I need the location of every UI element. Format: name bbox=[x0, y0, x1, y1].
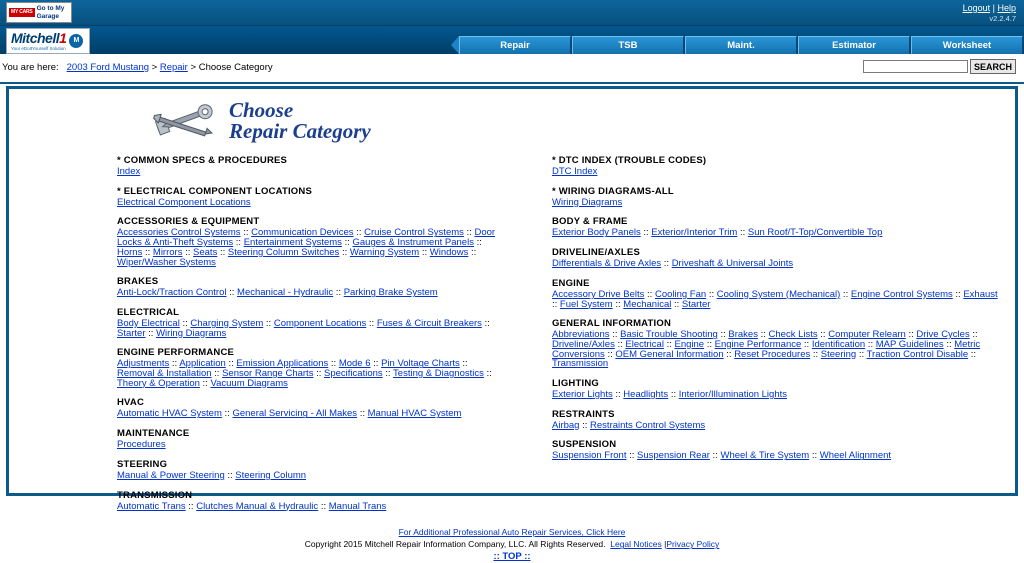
category-link[interactable]: Reset Procedures bbox=[734, 348, 811, 360]
category-link[interactable]: Manual Trans bbox=[328, 500, 387, 512]
brand-text-block bbox=[11, 30, 66, 51]
category-link[interactable]: Horns bbox=[117, 246, 143, 258]
logout-link[interactable]: Logout bbox=[962, 3, 991, 13]
link-separator: :: bbox=[640, 227, 652, 239]
link-separator: :: bbox=[313, 368, 325, 380]
category-link-list bbox=[552, 451, 1005, 461]
link-separator: :: bbox=[952, 288, 964, 300]
category-link[interactable]: DTC Index bbox=[552, 166, 598, 177]
link-separator: :: bbox=[644, 288, 655, 300]
link-separator: :: bbox=[217, 246, 228, 258]
category-group bbox=[552, 378, 1005, 400]
page-title bbox=[229, 100, 371, 142]
category-group bbox=[117, 155, 502, 177]
category-link[interactable]: Engine Performance bbox=[714, 338, 802, 350]
category-group-title: ENGINE PERFORMANCE bbox=[117, 347, 235, 359]
category-link[interactable]: Specifications bbox=[324, 368, 383, 380]
category-link[interactable]: Steering Column Switches bbox=[227, 246, 340, 258]
main-nav-tabs bbox=[451, 26, 1024, 54]
link-separator: :: bbox=[737, 227, 748, 239]
category-link[interactable]: Fuel System bbox=[559, 298, 613, 310]
category-link-list bbox=[117, 198, 502, 208]
link-divider: | bbox=[992, 3, 995, 13]
mitchell1-logo[interactable] bbox=[6, 28, 90, 54]
tab-tsb[interactable]: TSB bbox=[572, 36, 684, 54]
link-separator: :: bbox=[810, 348, 821, 360]
category-link[interactable]: Wheel Alignment bbox=[819, 450, 892, 462]
category-link-list bbox=[117, 359, 502, 388]
top-bar bbox=[0, 0, 1024, 26]
category-link[interactable]: Windows bbox=[429, 246, 469, 258]
category-link[interactable]: Cooling Fan bbox=[654, 288, 707, 300]
category-group bbox=[552, 155, 1005, 177]
category-link[interactable]: Entertainment Systems bbox=[243, 237, 342, 249]
category-group bbox=[552, 318, 1005, 369]
breadcrumb-sep-2: > bbox=[190, 62, 197, 73]
category-link[interactable]: Warning System bbox=[349, 246, 420, 258]
category-link[interactable]: Wiring Diagrams bbox=[156, 327, 227, 339]
category-group-title: * WIRING DIAGRAMS-ALL bbox=[552, 185, 674, 197]
link-separator: :: bbox=[463, 227, 475, 239]
link-separator: :: bbox=[706, 288, 717, 300]
category-link[interactable]: MAP Guidelines bbox=[875, 338, 944, 350]
link-separator: :: bbox=[142, 246, 153, 258]
category-group-title: GENERAL INFORMATION bbox=[552, 318, 672, 330]
category-link[interactable]: Cruise Control Systems bbox=[364, 227, 464, 239]
link-separator: :: bbox=[717, 329, 729, 341]
category-link[interactable]: Steering Column bbox=[235, 469, 307, 481]
link-separator: :: bbox=[225, 358, 237, 370]
copyright-text: Copyright 2015 Mitchell Repair Information Company, LLC. All Rights Reserved. bbox=[304, 539, 606, 550]
my-garage-button[interactable] bbox=[6, 2, 72, 23]
category-group bbox=[117, 347, 502, 388]
link-separator: :: bbox=[382, 368, 394, 380]
category-link[interactable]: Transmission bbox=[552, 358, 609, 370]
category-link[interactable]: Headlights bbox=[623, 389, 669, 401]
link-separator: :: bbox=[865, 338, 876, 350]
link-separator: :: bbox=[579, 419, 591, 431]
category-group-title: RESTRAINTS bbox=[552, 408, 615, 420]
link-separator: :: bbox=[459, 358, 468, 370]
link-separator: :: bbox=[211, 368, 223, 380]
link-separator: :: bbox=[856, 348, 867, 360]
link-separator: :: bbox=[905, 329, 917, 341]
link-separator: :: bbox=[723, 348, 735, 360]
my-garage-label bbox=[37, 5, 65, 21]
link-separator: :: bbox=[263, 317, 274, 329]
link-separator: :: bbox=[221, 408, 233, 420]
category-group-title: LIGHTING bbox=[552, 378, 599, 390]
category-group bbox=[117, 276, 502, 298]
category-link[interactable]: Mirrors bbox=[152, 246, 183, 258]
category-group-title: DRIVELINE/AXLES bbox=[552, 247, 640, 259]
link-separator: :: bbox=[840, 288, 851, 300]
category-link[interactable]: Suspension Front bbox=[552, 450, 627, 462]
category-link[interactable]: Manual HVAC System bbox=[367, 408, 462, 420]
left-column bbox=[9, 155, 512, 520]
category-link[interactable]: Cooling System (Mechanical) bbox=[716, 288, 841, 300]
privacy-policy-link[interactable]: Privacy Policy bbox=[666, 539, 720, 550]
category-link[interactable]: Seats bbox=[193, 246, 218, 258]
category-link-list bbox=[117, 502, 502, 512]
link-separator: :: bbox=[552, 298, 560, 310]
footer-sep: | bbox=[664, 539, 667, 550]
category-link[interactable]: Exterior Lights bbox=[552, 389, 613, 401]
category-group bbox=[117, 216, 502, 267]
category-link[interactable]: Communication Devices bbox=[251, 227, 354, 239]
tab-estimator[interactable]: Estimator bbox=[798, 36, 910, 54]
category-link[interactable]: Interior/Illumination Lights bbox=[678, 389, 787, 401]
link-separator: :: bbox=[817, 329, 829, 341]
link-separator: :: bbox=[612, 298, 624, 310]
category-group bbox=[552, 247, 1005, 269]
category-group-title: STEERING bbox=[117, 458, 168, 470]
link-separator: :: bbox=[757, 329, 769, 341]
category-link[interactable]: Application bbox=[179, 358, 226, 370]
category-link[interactable]: Check Lists bbox=[768, 329, 818, 341]
category-link[interactable]: Automatic HVAC System bbox=[117, 408, 222, 420]
link-separator: :: bbox=[145, 327, 157, 339]
link-separator: :: bbox=[668, 389, 679, 401]
link-separator: :: bbox=[968, 348, 977, 360]
link-separator: :: bbox=[182, 246, 194, 258]
category-group-title: BODY & FRAME bbox=[552, 216, 628, 228]
category-group bbox=[117, 186, 502, 208]
category-group-title: ENGINE bbox=[552, 277, 590, 289]
category-link[interactable]: Index bbox=[117, 166, 141, 177]
breadcrumb-repair-link[interactable]: Repair bbox=[159, 62, 188, 73]
category-group bbox=[117, 459, 502, 481]
link-separator: :: bbox=[419, 246, 430, 258]
category-link-list bbox=[117, 409, 502, 419]
category-link[interactable]: Testing & Diagnostics bbox=[393, 368, 484, 380]
category-group-title: BRAKES bbox=[117, 276, 159, 288]
panel-footer bbox=[9, 526, 1015, 563]
category-link[interactable]: Suspension Rear bbox=[637, 450, 710, 462]
category-group-title: * ELECTRICAL COMPONENT LOCATIONS bbox=[117, 185, 312, 197]
category-link[interactable]: Gauges & Instrument Panels bbox=[352, 237, 474, 249]
link-separator: :: bbox=[179, 317, 191, 329]
category-group bbox=[552, 278, 1005, 309]
category-link[interactable]: Mechanical - Hydraulic bbox=[237, 287, 334, 299]
page-title-line1: Choose bbox=[229, 98, 294, 122]
category-link-list bbox=[117, 319, 502, 338]
category-link[interactable]: OEM General Information bbox=[615, 348, 724, 360]
app-header bbox=[0, 26, 1024, 54]
category-link[interactable]: Procedures bbox=[117, 439, 166, 451]
category-group-title: * COMMON SPECS & PROCEDURES bbox=[117, 155, 288, 166]
category-link-list bbox=[117, 471, 502, 481]
link-separator: :: bbox=[357, 408, 368, 420]
link-separator: :: bbox=[341, 237, 353, 249]
category-link[interactable]: Clutches Manual & Hydraulic bbox=[196, 500, 319, 512]
brand-badge-icon: M bbox=[69, 34, 83, 48]
category-link[interactable]: Charging System bbox=[190, 317, 264, 329]
category-link[interactable]: Body Electrical bbox=[117, 317, 180, 329]
category-link[interactable]: Sensor Range Charts bbox=[222, 368, 314, 380]
link-separator: :: bbox=[353, 227, 365, 239]
category-link-list bbox=[552, 198, 1005, 208]
category-link-list bbox=[552, 290, 1005, 309]
link-separator: :: bbox=[370, 358, 382, 370]
category-link[interactable]: Accessories Control Systems bbox=[117, 227, 241, 239]
category-link[interactable]: Airbag bbox=[552, 419, 580, 431]
my-garage-line2: Garage bbox=[36, 12, 59, 20]
category-group bbox=[117, 397, 502, 419]
link-separator: :: bbox=[169, 358, 180, 370]
top-bar-links bbox=[963, 3, 1016, 23]
breadcrumb-vehicle-link[interactable]: 2003 Ford Mustang bbox=[66, 62, 150, 73]
link-separator: :: bbox=[318, 500, 329, 512]
category-link[interactable]: Metric Conversions bbox=[552, 338, 981, 360]
category-link[interactable]: Parking Brake System bbox=[343, 287, 438, 299]
category-group bbox=[552, 186, 1005, 208]
tab-repair[interactable]: Repair bbox=[459, 36, 571, 54]
link-separator: :: bbox=[943, 338, 955, 350]
category-group bbox=[117, 307, 502, 338]
category-link[interactable]: Electrical Component Locations bbox=[117, 196, 251, 208]
breadcrumb-prefix: You are here: bbox=[2, 62, 59, 73]
link-separator: :: bbox=[801, 338, 812, 350]
category-group bbox=[117, 428, 502, 450]
search-button[interactable]: SEARCH bbox=[970, 59, 1016, 74]
category-link[interactable]: Restraints Control Systems bbox=[590, 419, 706, 431]
brand-accent: 1 bbox=[59, 30, 67, 46]
category-link-list bbox=[552, 259, 1005, 269]
category-link[interactable]: Wheel & Tire System bbox=[720, 450, 810, 462]
link-separator: :: bbox=[226, 287, 238, 299]
my-cars-logo bbox=[9, 8, 35, 17]
category-link-list bbox=[552, 421, 1005, 431]
category-link[interactable]: Adjustments bbox=[117, 358, 170, 370]
category-group-title: ACCESSORIES & EQUIPMENT bbox=[117, 216, 260, 228]
link-separator: :: bbox=[704, 338, 715, 350]
category-link[interactable]: Starter bbox=[681, 298, 711, 310]
help-link[interactable]: Help bbox=[997, 3, 1016, 13]
category-link[interactable]: Traction Control Disable bbox=[866, 348, 969, 360]
category-group-title: * DTC INDEX (TROUBLE CODES) bbox=[552, 155, 707, 166]
link-separator: :: bbox=[626, 450, 638, 462]
link-separator: :: bbox=[663, 338, 675, 350]
category-link[interactable]: Door Locks & Anti-Theft Systems bbox=[117, 227, 496, 249]
brand-name: Mitchell bbox=[11, 30, 60, 46]
category-link[interactable]: Driveshaft & Universal Joints bbox=[671, 258, 794, 270]
link-separator: :: bbox=[339, 246, 350, 258]
link-separator: :: bbox=[328, 358, 339, 370]
category-link[interactable]: Identification bbox=[811, 338, 866, 350]
link-separator: :: bbox=[604, 348, 616, 360]
category-group bbox=[552, 439, 1005, 461]
category-link[interactable]: Anti-Lock/Traction Control bbox=[117, 287, 227, 299]
category-link[interactable]: General Servicing - All Makes bbox=[232, 408, 358, 420]
category-link-list bbox=[552, 167, 1005, 177]
category-link[interactable]: Automatic Trans bbox=[117, 500, 186, 512]
category-link-list bbox=[117, 228, 502, 267]
link-separator: :: bbox=[483, 368, 492, 380]
category-link[interactable]: Theory & Operation bbox=[117, 377, 200, 389]
page-title-line2: Repair Category bbox=[229, 119, 371, 143]
right-column bbox=[512, 155, 1015, 520]
category-group-title: SUSPENSION bbox=[552, 439, 617, 451]
category-link[interactable]: Mode 6 bbox=[338, 358, 371, 370]
category-link[interactable]: Brakes bbox=[728, 329, 758, 341]
category-link[interactable]: Sun Roof/T-Top/Convertible Top bbox=[747, 227, 883, 239]
category-link-list bbox=[552, 390, 1005, 400]
category-link[interactable]: Driveline/Axles bbox=[552, 338, 615, 350]
category-link[interactable]: Exhaust bbox=[963, 288, 998, 300]
category-link[interactable]: Component Locations bbox=[273, 317, 367, 329]
category-link[interactable]: Electrical bbox=[625, 338, 664, 350]
link-separator: :: bbox=[473, 237, 482, 249]
category-group bbox=[552, 409, 1005, 431]
category-link-list bbox=[117, 167, 502, 177]
brand-tagline: Your eDoItYourself Solution bbox=[11, 46, 66, 51]
my-garage-line1: Go to My bbox=[36, 4, 65, 12]
category-link[interactable]: Wiper/Washer Systems bbox=[117, 256, 216, 268]
tab-worksheet[interactable]: Worksheet bbox=[911, 36, 1023, 54]
search-area bbox=[863, 59, 1016, 74]
link-separator: :: bbox=[671, 298, 682, 310]
link-separator: :: bbox=[709, 450, 721, 462]
category-columns bbox=[9, 149, 1015, 520]
category-link[interactable]: Steering bbox=[820, 348, 857, 360]
link-separator: :: bbox=[233, 237, 244, 249]
category-link[interactable]: Pin Voltage Charts bbox=[381, 358, 460, 370]
back-to-top-link[interactable]: :: TOP :: bbox=[493, 551, 531, 563]
category-link[interactable]: Starter bbox=[117, 327, 146, 339]
link-separator: :: bbox=[609, 329, 621, 341]
category-link[interactable]: Vacuum Diagrams bbox=[210, 377, 288, 389]
category-link[interactable]: Manual & Power Steering bbox=[117, 469, 225, 481]
legal-notices-link[interactable]: Legal Notices bbox=[610, 539, 662, 550]
link-separator: :: bbox=[969, 329, 978, 341]
category-group-title: ELECTRICAL bbox=[117, 306, 180, 318]
category-link[interactable]: Computer Relearn bbox=[828, 329, 906, 341]
breadcrumb-current: Choose Category bbox=[198, 62, 273, 73]
category-link[interactable]: Wiring Diagrams bbox=[552, 196, 623, 208]
nav-arrow-icon bbox=[451, 36, 459, 54]
link-separator: :: bbox=[333, 287, 344, 299]
category-link[interactable]: Drive Cycles bbox=[916, 329, 970, 341]
link-separator: :: bbox=[661, 258, 672, 270]
link-separator: :: bbox=[185, 500, 197, 512]
repair-category-panel bbox=[6, 86, 1018, 563]
link-separator: :: bbox=[481, 317, 490, 329]
category-link[interactable]: Basic Trouble Shooting bbox=[620, 329, 718, 341]
link-separator: :: bbox=[199, 377, 211, 389]
link-separator: :: bbox=[614, 338, 626, 350]
page-title-area bbox=[9, 89, 1015, 149]
tab-maint[interactable]: Maint. bbox=[685, 36, 797, 54]
breadcrumb-bar bbox=[0, 54, 1024, 84]
category-group-title: TRANSMISSION bbox=[117, 489, 193, 501]
category-link[interactable]: Emission Applications bbox=[236, 358, 329, 370]
category-link[interactable]: Engine bbox=[674, 338, 705, 350]
category-group-title: HVAC bbox=[117, 397, 145, 409]
link-separator: :: bbox=[240, 227, 252, 239]
category-link[interactable]: Accessory Drive Belts bbox=[552, 288, 645, 300]
category-link-list bbox=[552, 330, 1005, 369]
category-link[interactable]: Differentials & Drive Axles bbox=[552, 258, 662, 270]
breadcrumb bbox=[2, 62, 273, 73]
search-input[interactable] bbox=[863, 60, 968, 73]
link-separator: :: bbox=[809, 450, 820, 462]
breadcrumb-sep-1: > bbox=[151, 62, 158, 73]
link-separator: :: bbox=[366, 317, 377, 329]
category-group bbox=[552, 216, 1005, 238]
category-link[interactable]: Exterior Body Panels bbox=[552, 227, 641, 239]
category-group bbox=[117, 490, 502, 512]
category-link-list bbox=[552, 228, 1005, 238]
wrench-icon bbox=[149, 99, 219, 143]
professional-services-link[interactable]: For Additional Professional Auto Repair Services, Click Here bbox=[398, 527, 626, 538]
link-separator: :: bbox=[224, 469, 236, 481]
link-separator: :: bbox=[612, 389, 624, 401]
category-link[interactable]: Exterior/Interior Trim bbox=[651, 227, 738, 239]
category-link[interactable]: Engine Control Systems bbox=[850, 288, 953, 300]
version-label: v2.2.4.7 bbox=[989, 14, 1016, 23]
category-group-title: MAINTENANCE bbox=[117, 428, 190, 440]
category-link[interactable]: Fuses & Circuit Breakers bbox=[376, 317, 482, 329]
category-link[interactable]: Abbreviations bbox=[552, 329, 610, 341]
my-cars-logo-label: MY CARS bbox=[11, 9, 33, 15]
category-link-list bbox=[117, 288, 502, 298]
category-link[interactable]: Removal & Installation bbox=[117, 368, 212, 380]
category-link[interactable]: Mechanical bbox=[623, 298, 672, 310]
category-link-list bbox=[117, 440, 502, 450]
link-separator: :: bbox=[468, 246, 477, 258]
